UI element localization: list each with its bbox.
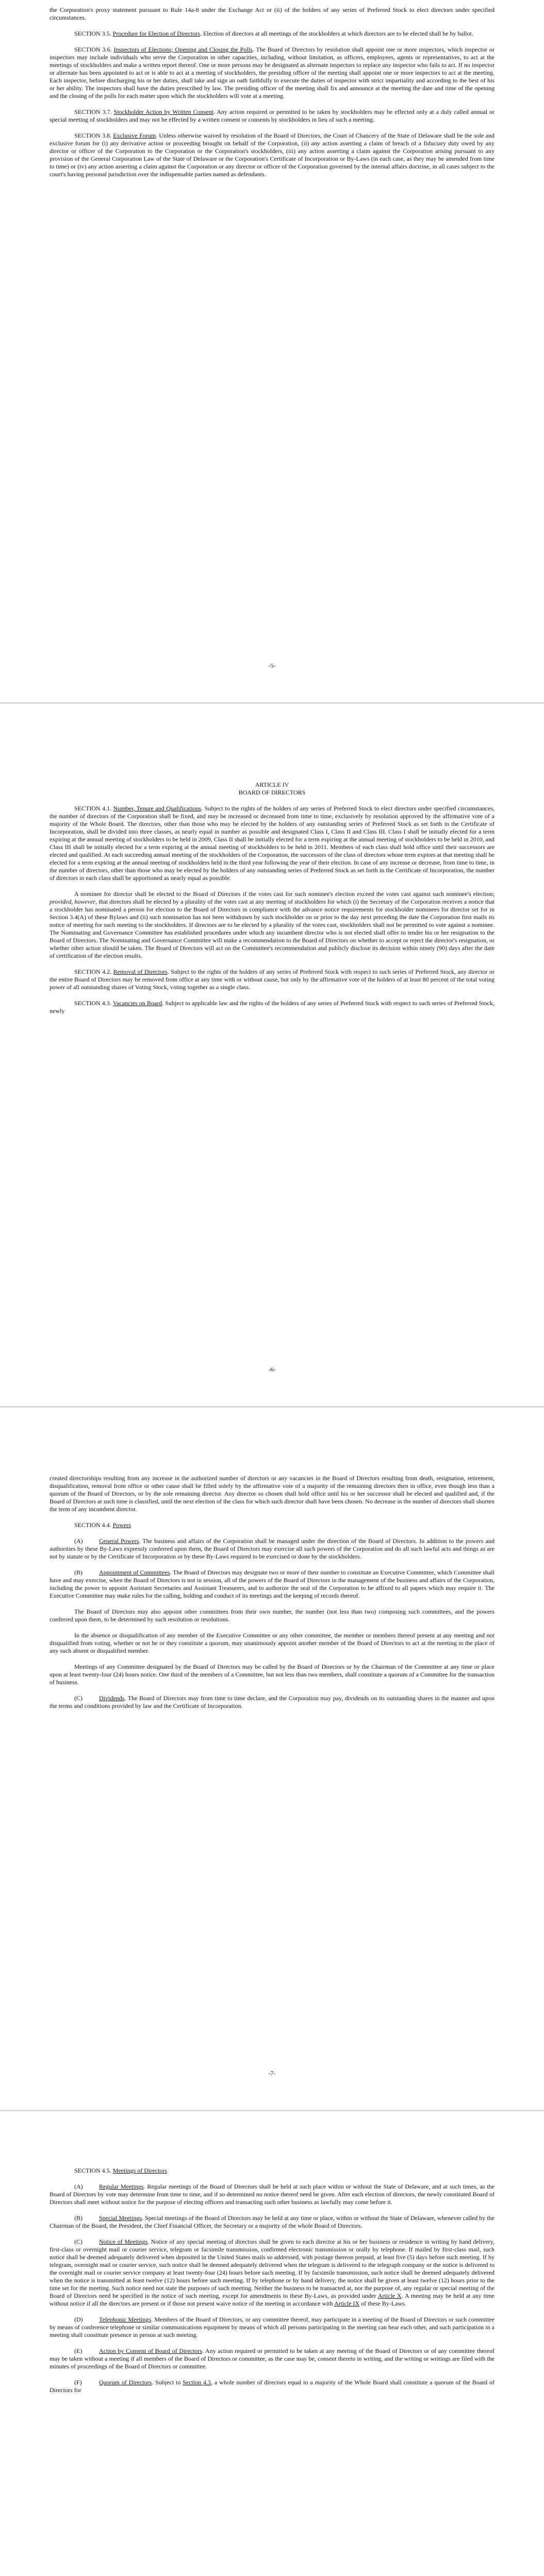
page-number: -7-: [268, 2070, 276, 2077]
section-4-5: [50, 2167, 494, 2175]
section-number: SECTION 4.3.: [74, 999, 111, 1007]
subsection-title: Action by Consent of Board of Directors: [99, 2347, 202, 2354]
subsection-title: General Powers: [99, 1537, 139, 1545]
subsection-body: . A meeting may be held at any time without notice if all the directors are present or if those not present waive notice of the meeting in accordance with: [50, 2292, 494, 2307]
subsection-c: [50, 2238, 494, 2308]
subsection-body: . Regular meetings of the Board of Directors shall be held at such place within or without the State of Delaware, and at such times, as the Board of Directors by vote may determine from time to time, and if so determined no notice thereof need be given. After each election of directors, the newly constituted Board of Directors shall meet without notice for the purpose of electing officers and transacting such other business as lawfully may come before it.: [50, 2183, 494, 2206]
section-body: . Subject to the rights of the holders of any series of Preferred Stock to elect directors under specified circumstances, the number of directors of the Corporation shall be fixed, and may be increased or decreased from time to time, exclusively by resolution approved by the affirmative vote of a majority of the Whole Board. The directors, other than those who may be elected by the holders of any outstanding series of Preferred Stock as set forth in the Certificate of Incorporation, shall be divided into three classes, as nearly equal in number as possible and designated Class I, Class II and Class III. Class I shall be initially elected for a term expiring at the annual meeting of stockholders to be held in 2009, Class II shall be initially elected for a term expiring at the annual meeting of stockholders to be held in 2010, and Class III shall be initially elected for a term expiring at the annual meeting of stockholders to be held in 2011. Members of each class shall hold office until their successors are elected and qualified. At each succeeding annual meeting of the stockholders of the Corporation, the successors of the class of directors whose term expires at that meeting shall be elected for a term expiring at the annual meeting of stockholders held in the third year following the year of their election. In case of any increase or decrease, from time to time, in the number of directors, other than those who may be elected by the holders of any outstanding series of Preferred Stock as set forth in the Certificate of Incorporation, the number of directors in each class shall be apportioned as nearly equal as possible.: [50, 805, 494, 882]
section-4-4: [50, 1521, 494, 1529]
section-number: SECTION 4.4.: [74, 1521, 111, 1529]
section-4-1: [50, 805, 494, 882]
section-body: . Election of directors at all meetings of the stockholders at which directors are to be elected shall be by ballot.: [200, 30, 473, 37]
section-number: SECTION 3.5.: [74, 30, 111, 37]
section-body: . Subject to applicable law and the rights of the holders of any series of Preferred Stock with respect to such series of Preferred Stock, newly: [50, 999, 494, 1014]
page: [0, 704, 544, 1406]
subsection-a: [50, 1537, 494, 1561]
section-3-7: [50, 108, 494, 124]
subsection-body: . The business and affairs of the Corporation shall be managed under the direction of the Board of Directors. In addition to the powers and authorities by these By-Laws expressly conferred upon them, the Board of Directors may exercise all such powers of the Corporation and do all such lawful acts and things as are not by statute or by the Certificate of Incorporation or by these By-Laws required to be exercised or done by the stockholders.: [50, 1537, 495, 1560]
subsection-title: Special Meetings: [99, 2214, 142, 2222]
text: , that directors shall be elected by a plurality of the votes cast at any meeting of stockholders for which (i) the Secretary of the Corporation receives a notice that a stockholder has nominated a person for election to the Board of Directors in compliance with the advance notice requirements for stockholder nominees for director set for in Section 3.4(A) of these Bylaws and (ii) such nomination has not been withdrawn by such stockholder on or prior to the day next preceding the date the Corporation first mails its notice of meeting for such meeting to the stockholders. If directors are to be elected by a plurality of the votes cast, stockholders shall not be permitted to vote against a nominee. The Nominating and Governance Committee has established procedures under which any incumbent director who is not elected shall offer to tender his or her resignation to the Board of Directors. The Nominating and Governance Committee will make a recommendation to the Board of Directors on whether to accept or reject the director's resignation, or whether other action should be taken. The Board of Directors will act on the Committee's recommendation and publicly disclose its decision within ninety (90) days after the date of certification of the election results.: [50, 898, 495, 959]
subsection-b: [50, 1569, 494, 1600]
page-number: -6-: [268, 1366, 276, 1373]
section-title: Inspectors of Elections; Opening and Closing the Polls: [113, 46, 253, 53]
section-4-2: [50, 968, 494, 991]
subsection-body: , a whole number of directors equal to a majority of the Whole Board shall constitute a quorum of the Board of Directors for: [50, 2379, 495, 2394]
subsection-b: [50, 2214, 494, 2230]
subsection-a: [50, 2183, 494, 2206]
paragraph: created directorships resulting from any increase in the authorized number of directors or any vacancies in the Board of Directors resulting from death, resignation, retirement, disqualification, removal from office or other cause shall be filled solely by the affirmative vote of a majority of the remaining directors then in office, even though less than a quorum of the Board of Directors, or by the sole remaining director. Any director so chosen shall hold office until his or her successor shall be elected and qualified and, if the Board of Directors at such time is classified, until the next election of the class for which such director shall have been chosen. No decrease in the number of directors shall shorten the term of any incumbent director.: [50, 1475, 494, 1513]
italic-text: provided, however: [50, 898, 96, 905]
subsection-body: . Members of the Board of Directors, or any committee thereof, may participate in a meeting of the Board of Directors or such committee by means of conference telephone or similar communications equipment by means of which all persons participating in the meeting can hear each other, and such participation in a meeting shall constitute presence in person at such meeting.: [50, 2316, 494, 2338]
section-3-6: [50, 46, 494, 100]
section-number: SECTION 4.5.: [74, 2167, 111, 2174]
article-title: BOARD OF DIRECTORS: [238, 789, 306, 796]
subsection-body: . Special meetings of the Board of Directors may be held at any time or place, within or without the State of Delaware, whenever called by the Chairman of the Board, the President, the Chief Financial Officer, the Secretary or a majority of the whole Board of Directors.: [50, 2214, 495, 2229]
subsection-label: (B): [74, 1569, 83, 1576]
section-4-3: [50, 999, 494, 1015]
section-title: Removal of Directors: [113, 968, 168, 975]
section-3-5: [50, 30, 494, 38]
paragraph: Meetings of any Committee designated by the Board of Directors may be called by the Board of Directors or by the Chairman of the Committee at any time or place upon at least twenty-four (24) hours notice. One third of the members of a Committee, but not less than two members, shall constitute a quorum of a Committee for the transaction of business.: [50, 1663, 494, 1686]
subsection-c: [50, 1694, 494, 1710]
paragraph: the Corporation's proxy statement pursuant to Rule 14a-8 under the Exchange Act or (ii) of the holders of any series of Preferred Stock to elect directors under specified circumstances.: [50, 6, 494, 21]
subsection-body: . The Board of Directors may designate two or more of their number to constitute an Executive Committee, which Committee shall have and may exercise, when the Board of Directors is not in session, all of the powers of the Board of Directors in the management of the business and affairs of the Corporation, including the power to appoint Assistant Secretaries and Assistant Treasurers, and to authorize the seal of the Corporation to be affixed to all papers which may require it. The Executive Committee may make rules for the calling, holding and conduct of its meetings and the keeping of records thereof.: [50, 1569, 494, 1599]
subsection-label: (A): [74, 1537, 83, 1545]
page-number: -5-: [268, 662, 276, 669]
subsection-label: (B): [74, 2214, 83, 2222]
subsection-title: Telephonic Meetings: [99, 2316, 152, 2323]
subsection-title: Appointment of Committees: [99, 1569, 170, 1576]
subsection-body: of these By-Laws.: [359, 2300, 406, 2307]
subsection-label: (C): [74, 1694, 83, 1702]
section-body: . Unless otherwise waived by resolution of the Board of Directors, the Court of Chancery of the State of Delaware shall be the sole and exclusive forum for (i) any derivative action or proceeding brought on behalf of the Corporation, (ii) any action asserting a claim of breach of a fiduciary duty owed by any director or officer of the Corporation to the Corporation or the Corporation's stockholders, (iii) any action asserting a claim against the Corporation arising pursuant to any provision of the General Corporation Law of the State of Delaware or the Corporation's Certificate of Incorporation or By-Laws (in each case, as they may be amended from time to time) or (iv) any action asserting a claim against the Corporation or any director or officer of the Corporation governed by the internal affairs doctrine, in all cases subject to the court's having personal jurisdiction over the indispensable parties named as defendants.: [50, 132, 495, 178]
subsection-body: . Any action required or permitted to be taken at any meeting of the Board of Directors or of any committee thereof may be taken without a meeting if all members of the Board of Directors or committee, as the case may be, consent thereto in writing, and the writing or writings are filed with the minutes of proceedings of the Board of Directors or committee.: [50, 2347, 494, 2370]
cross-reference-link[interactable]: Article IX: [334, 2300, 360, 2307]
subsection-label: (D): [74, 2316, 83, 2323]
subsection-label: (E): [74, 2347, 83, 2354]
section-3-8: [50, 132, 494, 178]
subsection-label: (A): [74, 2183, 83, 2190]
section-number: SECTION 4.2.: [74, 968, 112, 975]
section-number: SECTION 4.1.: [74, 805, 112, 812]
section-title: Exclusive Forum: [113, 132, 156, 139]
paragraph: The Board of Directors may also appoint other committees from their own number, the number (not less than two) composing such committees, and the powers conferred upon them, to be determined by such resolution or resolutions.: [50, 1608, 494, 1623]
article-number: ARTICLE IV: [255, 781, 289, 788]
subsection-label: (F): [74, 2379, 82, 2386]
paragraph: [50, 890, 494, 960]
page: [0, 2111, 544, 2576]
subsection-label: (C): [74, 2238, 83, 2245]
subsection-title: Regular Meetings: [99, 2183, 144, 2190]
section-body: . Any action required or permitted to be taken by stockholders may be effected only at a duly called annual or special meeting of stockholders and may not be effected by a written consent or consents by stockholders in lieu of such a meeting.: [50, 108, 495, 123]
section-title: Procedure for Election of Directors: [112, 30, 200, 37]
section-body: . The Board of Directors by resolution shall appoint one or more inspectors, which inspector or inspectors may include individuals who serve the Corporation in other capacities, including, without limitation, as officers, employees, agents or representatives, to act at the meetings of stockholders and make a written report thereof. One or more persons may be designated as alternate inspectors to replace any inspector who fails to act. If no inspector or alternate has been appointed to act or is able to act at a meeting of stockholders, the presiding officer of the meeting shall appoint one or more inspectors to act at the meeting. Each inspector, before discharging his or her duties, shall take and sign an oath faithfully to execute the duties of inspector with strict impartiality and according to the best of his or her ability. The inspectors shall have the duties prescribed by law. The presiding officer of the meeting shall fix and announce at the meeting the date and time of the opening and the closing of the polls for each matter upon which the stockholders will vote at a meeting.: [50, 46, 495, 99]
subsection-title: Dividends: [99, 1694, 125, 1702]
section-title: Powers: [112, 1521, 131, 1529]
section-title: Number, Tenure and Qualifications: [113, 805, 202, 812]
subsection-e: [50, 2347, 494, 2370]
cross-reference-link[interactable]: Article X: [377, 2292, 402, 2299]
subsection-body: . Subject to: [152, 2379, 183, 2386]
subsection-title: Notice of Meetings: [99, 2238, 148, 2245]
section-number: SECTION 3.8.: [74, 132, 112, 139]
subsection-body: . The Board of Directors may from time to time declare, and the Corporation may pay, dividends on its outstanding shares in the manner and upon the terms and conditions provided by law and the Certificate of Incorporation.: [50, 1694, 494, 1709]
section-title: Stockholder Action by Written Consent: [113, 108, 213, 115]
section-body: . Subject to the rights of the holders of any series of Preferred Stock with respect to such series of Preferred Stock, any director or the entire Board of Directors may be removed from office at any time with or without cause, but only by the affirmative vote of the holders of at least 80 percent of the total voting power of all outstanding shares of Voting Stock, voting together as a single class.: [50, 968, 495, 991]
text: A nominee for director shall be elected to the Board of Directors if the votes cast for such nominee's election exceed the votes cast against such nominee's election;: [74, 890, 494, 897]
cross-reference-link[interactable]: Section 4.3: [183, 2379, 211, 2386]
page: [0, 0, 544, 702]
section-title: Vacancies on Board: [112, 999, 162, 1007]
page: [0, 1408, 544, 2110]
article-heading: [50, 781, 494, 796]
section-title: Meetings of Directors: [112, 2167, 167, 2174]
section-number: SECTION 3.6.: [74, 46, 112, 53]
subsection-title: Quorum of Directors: [99, 2379, 152, 2386]
section-number: SECTION 3.7.: [74, 108, 112, 115]
paragraph: In the absence or disqualification of any member of the Executive Committee or any other committee, the member or members thereof present at any meeting and not disqualified from voting, whether or not he or they constitute a quorum, may unanimously appoint another member of the Board of Directors to act at the meeting in the place of any such absent or disqualified member.: [50, 1632, 494, 1654]
subsection-f: [50, 2379, 494, 2394]
subsection-body: . Notice of any special meeting of directors shall be given to each director at his or her business or residence in writing by hand delivery, first-class or overnight mail or courier service, telegram or facsimile transmission, confirmed electronic transmission or orally by telephone. If mailed by first-class mail, such notice shall be deemed adequately delivered when deposited in the United States mails so addressed, with postage thereon prepaid, at least five (5) days before such meeting. If by telegram, overnight mail or courier service, such notice shall be deemed adequately delivered when the telegram is delivered to the telegraph company or the notice is delivered to the overnight mail or courier service company at least twenty-four (24) hours before such meeting. If by facsimile transmission, such notice shall be deemed adequately delivered when the notice is transmitted at least twelve (12) hours before such meeting. If by telephone or by hand delivery, the notice shall be given at least twelve (12) hours prior to the time set for the meeting. Such notice need not state the purposes of such meeting. Neither the business to be transacted at, nor the purpose of, any regular or special meeting of the Board of Directors need be specified in the notice of such meeting, except for amendments to these By-Laws, as provided under: [50, 2238, 494, 2299]
subsection-d: [50, 2316, 494, 2339]
